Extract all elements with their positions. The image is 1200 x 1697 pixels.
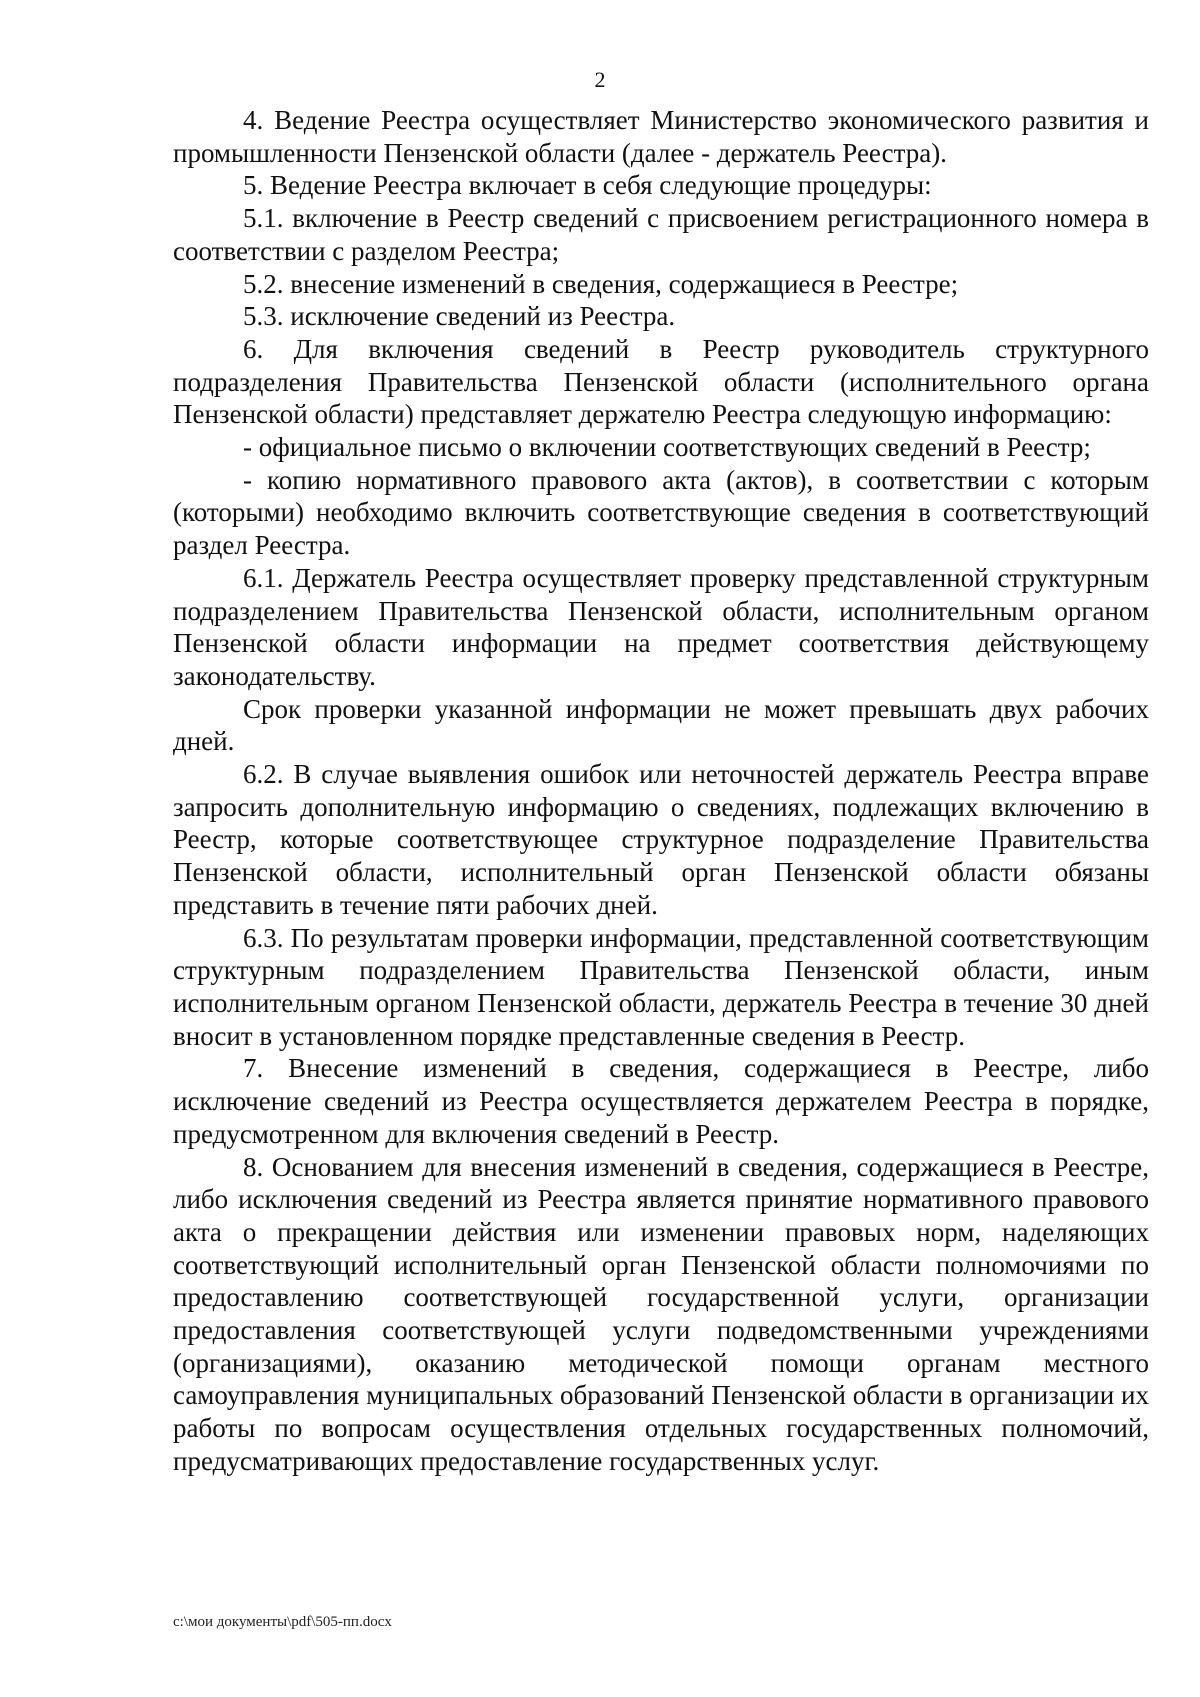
paragraph-6-2: 6.2. В случае выявления ошибок или неточностей держатель Реестра вправе запросить дополнительную информацию о сведениях, подлежащих включению в Реестр, которые соответствующее структурное подразделение Правительства Пензенской области, исполнительный орган Пензенской области обязаны представить в течение пяти рабочих дней. — [173, 759, 1149, 920]
paragraph-5-2: 5.2. внесение изменений в сведения, содержащиеся в Реестре; — [243, 268, 959, 299]
paragraph-5: 5. Ведение Реестра включает в себя следующие процедуры: — [243, 170, 932, 201]
page-number: 2 — [594, 67, 606, 92]
paragraph-5-1: 5.1. включение в Реестр сведений с присвоением регистрационного номера в соответствии с разделом Реестра; — [173, 203, 1149, 266]
list-item-letter: - официальное письмо о включении соответствующих сведений в Реестр; — [243, 432, 1091, 463]
list-item-act-copy: - копию нормативного правового акта (актов), в соответствии с которым (которыми) необходимо включить соответствующие сведения в соответствующий раздел Реестра. — [173, 464, 1149, 561]
paragraph-check-term: Срок проверки указанной информации не может превышать двух рабочих дней. — [173, 693, 1149, 757]
paragraph-6: 6. Для включения сведений в Реестр руководитель структурного подразделения Правительства Пензенской области (исполнительного органа Пензенской области) представляет держателю Реестра следующую информацию: — [173, 333, 1149, 430]
paragraph-7: 7. Внесение изменений в сведения, содержащиеся в Реестре, либо исключение сведений из Реестра осуществляется держателем Реестра в порядке, предусмотренном для включения сведений в Реестр. — [173, 1053, 1149, 1149]
paragraph-6-3: 6.3. По результатам проверки информации, представленной соответствующим структурным подразделением Правительства Пензенской области, иным исполнительным органом Пензенской области, держатель Реестра в течение 30 дней вносит в установленном порядке представленные сведения в Реестр. — [173, 922, 1149, 1051]
paragraph-5-3: 5.3. исключение сведений из Реестра. — [243, 301, 676, 332]
paragraph-4: 4. Ведение Реестра осуществляет Министерство экономического развития и промышленности Пензенской области (далее - держатель Реестра). — [173, 105, 1149, 168]
paragraph-6-1: 6.1. Держатель Реестра осуществляет проверку представленной структурным подразделением Правительства Пензенской области, исполнительным органом Пензенской области информации на предмет соответствия действующему законодательству. — [173, 562, 1149, 691]
paragraph-8: 8. Основанием для внесения изменений в сведения, содержащиеся в Реестре, либо исключения сведений из Реестра является принятие нормативного правового акта о прекращении действия или изменении правовых норм, наделяющих соответствующий исполнительный орган Пензенской области полномочиями по предоставлению соответствующей государственной услуги, организации предоставления соответствующей услуги подведомственными учреждениями (организациями), оказанию методической помощи органам местного самоуправления муниципальных образований Пензенской области в организации их работы по вопросам осуществления отдельных государственных полномочий, предусматривающих предоставление государственных услуг. — [173, 1151, 1149, 1476]
document-body — [173, 104, 1149, 1478]
footer-file-path: c:\мои документы\pdf\505-пп.docx — [173, 1614, 392, 1630]
